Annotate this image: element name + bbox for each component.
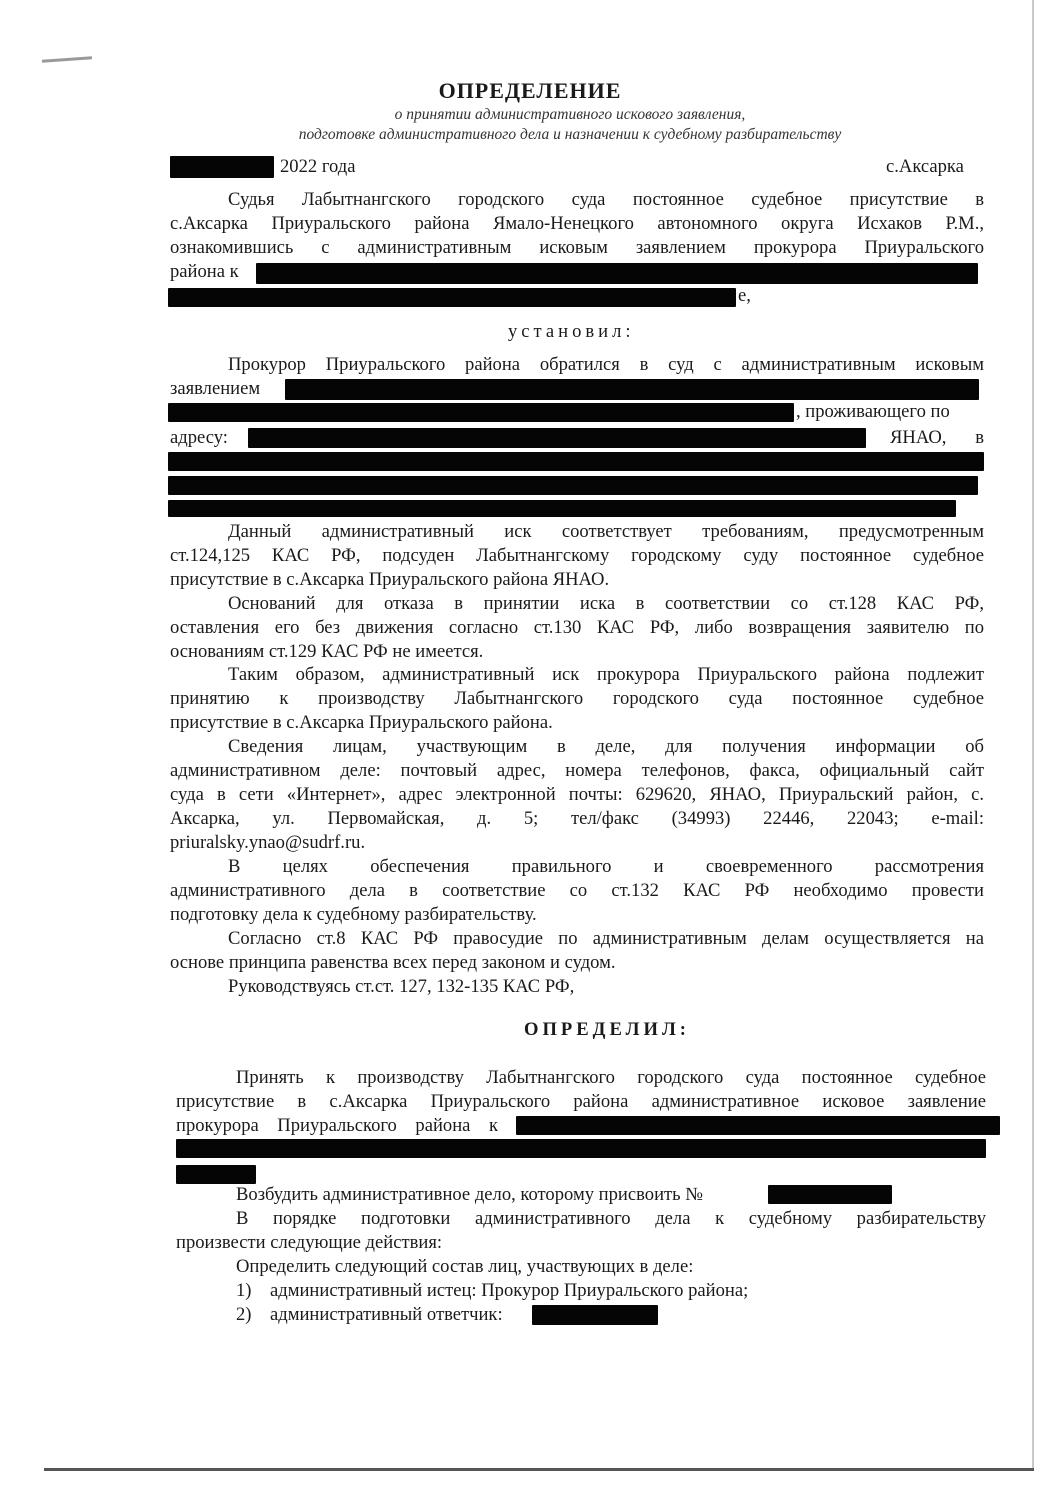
- scan-mark: [42, 56, 92, 62]
- para2-line-3: основаниям ст.129 КАС РФ не имеется.: [170, 641, 484, 662]
- redacted-res-defendant: [516, 1116, 1000, 1135]
- res3-line-2: произвести следующие действия:: [176, 1232, 443, 1253]
- para1-line-2: ст.124,125 КАС РФ, подсуден Лабытнангскому городскому суду постоянное судебное: [170, 545, 984, 566]
- para3-line-1: Таким образом, административный иск прокурора Приуральского района подлежит: [228, 664, 984, 685]
- body1-line-4a: адресу:: [170, 427, 228, 448]
- document-title: ОПРЕДЕЛЕНИЕ: [438, 78, 622, 103]
- para5-line-2: административного дела в соответствие со ст.132 КАС РФ необходимо провести: [170, 880, 984, 901]
- redacted-block-2: [168, 476, 978, 495]
- body1-line-1: Прокурор Приуральского района обратился в суд с административным исковым: [228, 354, 984, 375]
- redacted-statement: [285, 379, 979, 400]
- section-opredelil: ОПРЕДЕЛИЛ:: [524, 1019, 690, 1040]
- intro-line-2: с.Аксарка Приуральского района Ямало-Ненецкого автономного округа Исхаков Р.М.,: [170, 213, 984, 234]
- para4-line-4: Аксарка, ул. Первомайская, д. 5; тел/факс (34993) 22446, 22043; e-mail:: [170, 808, 984, 829]
- para5-line-1: В целях обеспечения правильного и своевременного рассмотрения: [228, 856, 984, 877]
- redacted-res-block: [176, 1139, 986, 1158]
- para4-line-3: суда в сети «Интернет», адрес электронной почты: 629620, ЯНАО, Приуральский район, с.: [170, 784, 984, 805]
- redacted-address: [248, 428, 866, 448]
- para3-line-2: принятию к производству Лабытнангского городского суда постоянное судебное: [170, 688, 984, 709]
- para3-line-3: присутствие в с.Аксарка Приуральского района.: [170, 712, 553, 733]
- page-bottom-line: [44, 1468, 1034, 1471]
- para4-line-5: priuralsky.ynao@sudrf.ru.: [170, 832, 366, 853]
- redacted-defendant-2: [168, 288, 736, 307]
- para1-line-1: Данный административный иск соответствует требованиям, предусмотренным: [228, 521, 984, 542]
- date-year: 2022 года: [280, 156, 356, 177]
- para6-line-2: основе принципа равенства всех перед законом и судом.: [170, 952, 616, 973]
- list-item-2-num: 2): [236, 1304, 252, 1325]
- body1-line-2: заявлением: [170, 378, 261, 399]
- body1-line-4b: ЯНАО, в: [890, 427, 984, 448]
- redacted-defendant: [256, 263, 978, 284]
- res3-line-1: В порядке подготовки административного дела к судебному разбирательству: [236, 1208, 986, 1229]
- intro-line-3: ознакомившись с административным исковым заявлением прокурора Приуральского: [170, 237, 984, 258]
- redacted-block-3: [168, 500, 956, 517]
- section-ustanovil: установил:: [508, 321, 635, 342]
- list-item-2-text: административный ответчик:: [270, 1304, 503, 1325]
- list-item-1-num: 1): [236, 1280, 252, 1301]
- para4-line-1: Сведения лицам, участвующим в деле, для получения информации об: [228, 736, 984, 757]
- res2-line: Возбудить административное дело, которому присвоить №: [236, 1184, 704, 1205]
- subtitle-line-1: о принятии административного искового заявления,: [394, 106, 746, 123]
- res4-line: Определить следующий состав лиц, участвующих в деле:: [236, 1256, 694, 1277]
- res1-line-2: присутствие в с.Аксарка Приуральского района административное исковое заявление: [176, 1091, 986, 1112]
- body1-line-3: , проживающего по: [796, 401, 950, 422]
- res1-line-1: Принять к производству Лабытнангского городского суда постоянное судебное: [236, 1067, 986, 1088]
- redacted-block-1: [168, 452, 984, 471]
- para5-line-3: подготовку дела к судебному разбирательству.: [170, 904, 537, 925]
- redacted-respondent: [532, 1305, 658, 1325]
- para2-line-2: оставления его без движения согласно ст.130 КАС РФ, либо возвращения заявителю по: [170, 617, 984, 638]
- intro-line-5-end: е,: [738, 285, 751, 306]
- res1-line-3: прокурора Приуральского района к: [176, 1115, 498, 1136]
- page-edge: [1032, 0, 1034, 1470]
- list-item-1-text: административный истец: Прокурор Приуральского района;: [270, 1280, 749, 1301]
- redacted-person: [168, 403, 794, 422]
- subtitle-line-2: подготовке административного дела и назначении к судебному разбирательству: [298, 126, 842, 143]
- redacted-date: [170, 156, 274, 178]
- para1-line-3: присутствие в с.Аксарка Приуральского района ЯНАО.: [170, 569, 610, 590]
- redacted-case-number: [768, 1185, 892, 1204]
- para7-line: Руководствуясь ст.ст. 127, 132-135 КАС РФ,: [228, 976, 575, 997]
- para6-line-1: Согласно ст.8 КАС РФ правосудие по административным делам осуществляется на: [228, 928, 984, 949]
- intro-line-4: района к: [170, 261, 239, 282]
- redacted-res-end: [176, 1165, 256, 1184]
- para4-line-2: административном деле: почтовый адрес, номера телефонов, факса, официальный сайт: [170, 760, 984, 781]
- para2-line-1: Оснований для отказа в принятии иска в соответствии со ст.128 КАС РФ,: [228, 593, 984, 614]
- date-place: с.Аксарка: [886, 156, 964, 177]
- intro-line-1: Судья Лабытнангского городского суда постоянное судебное присутствие в: [228, 189, 984, 210]
